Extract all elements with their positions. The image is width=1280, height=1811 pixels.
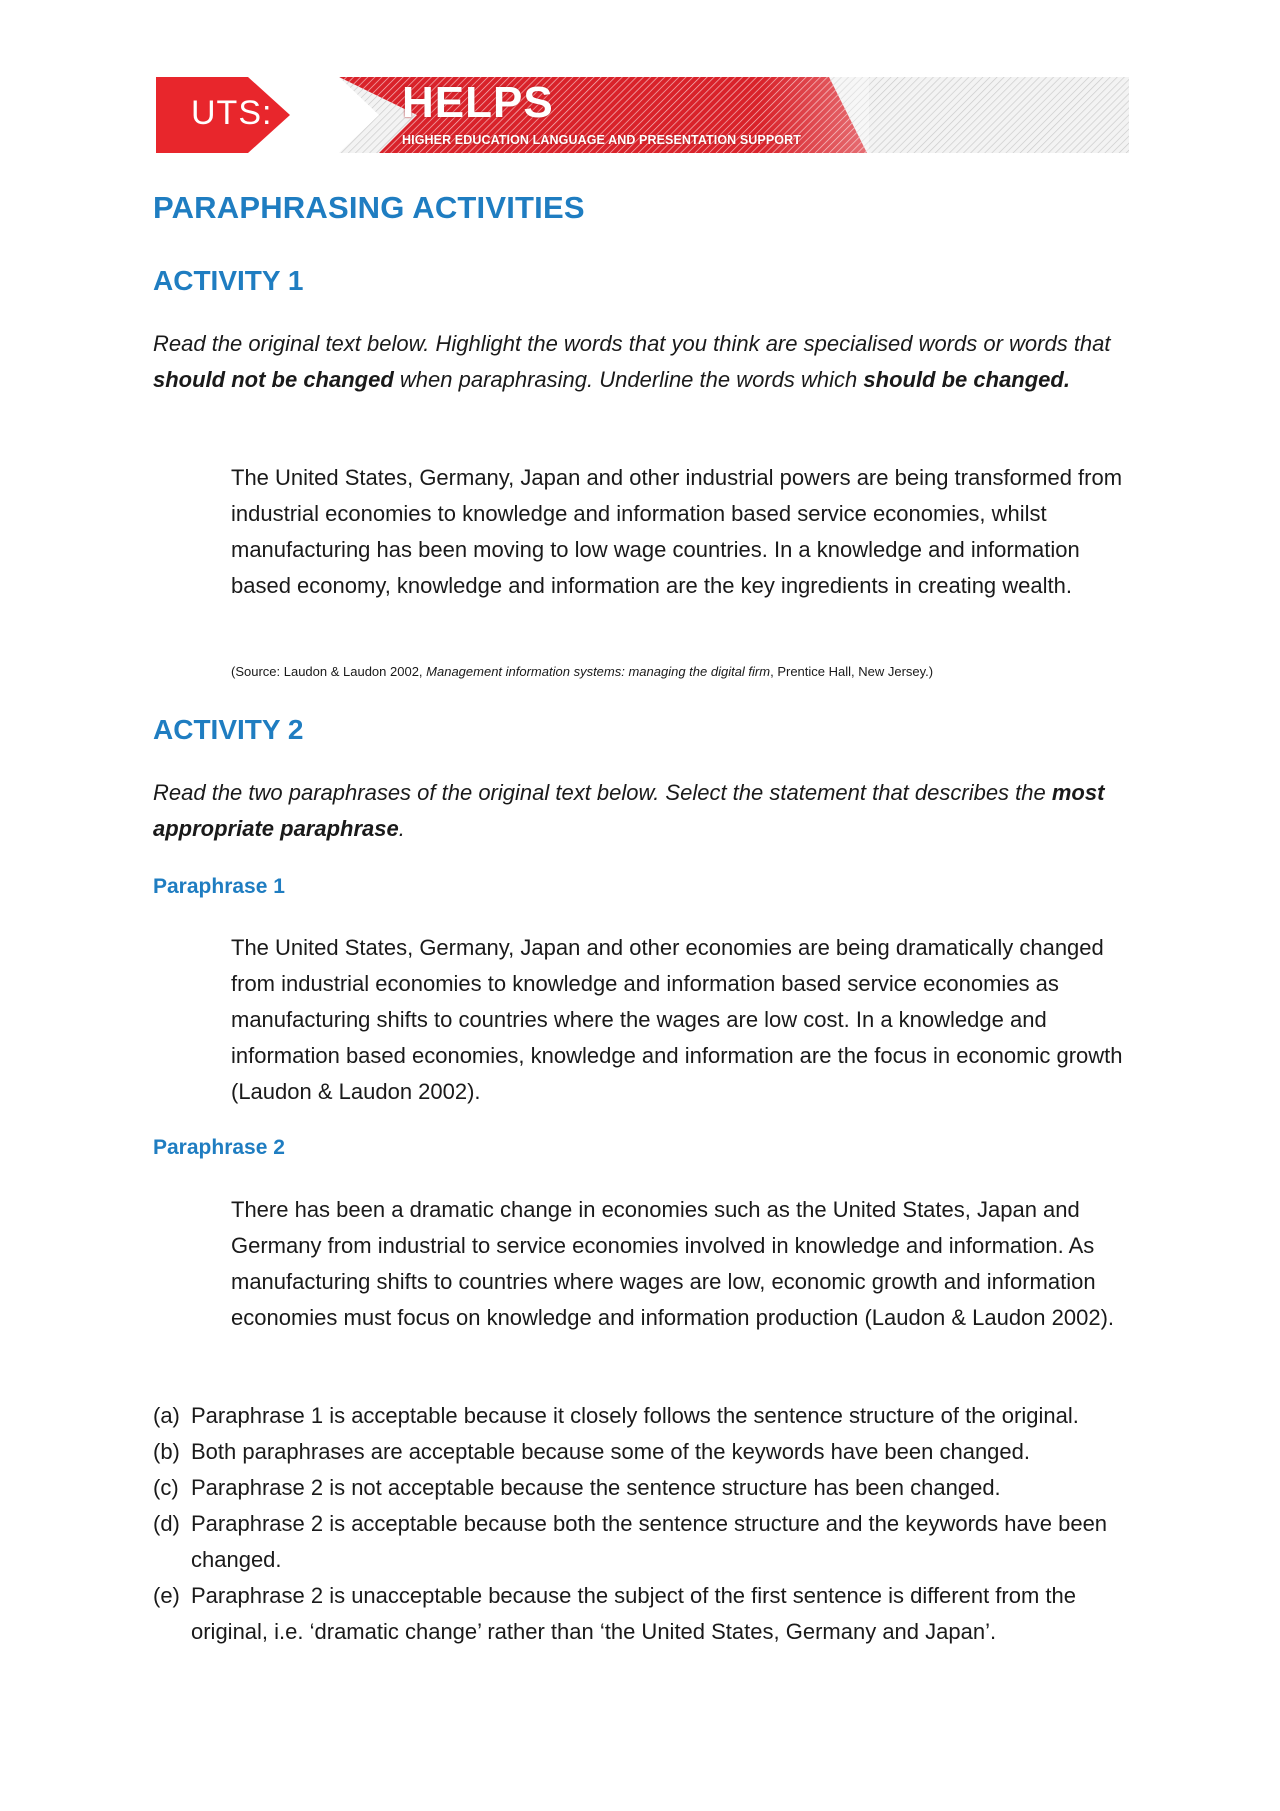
paraphrase1-heading: Paraphrase 1 xyxy=(153,875,285,898)
option-text: Paraphrase 2 is acceptable because both the sentence structure and the keywords have been changed. xyxy=(191,1511,1108,1572)
instruction-emphasis: should not be changed xyxy=(153,367,394,392)
page-title: PARAPHRASING ACTIVITIES xyxy=(153,190,585,225)
answer-option-d[interactable] xyxy=(153,1506,1143,1578)
answer-options-list xyxy=(153,1398,1143,1650)
source-suffix: , Prentice Hall, New Jersey.) xyxy=(770,664,934,679)
paraphrase2-text: There has been a dramatic change in economies such as the United States, Japan and Germany from industrial to service economies involved in knowledge and information. As manufacturing shifts to countries where wages are low, economic growth and information economies must focus on knowledge and information production (Laudon & Laudon 2002). xyxy=(231,1197,1115,1330)
option-text: Paraphrase 2 is not acceptable because the sentence structure has been changed. xyxy=(191,1475,1001,1500)
instruction-text: . xyxy=(398,816,405,841)
header-banner xyxy=(156,77,1129,153)
answer-option-e[interactable] xyxy=(153,1578,1143,1650)
source-prefix: (Source: Laudon & Laudon 2002, xyxy=(231,664,427,679)
paraphrase2-heading: Paraphrase 2 xyxy=(153,1136,285,1159)
option-text: Paraphrase 2 is unacceptable because the subject of the first sentence is different from the original, i.e. ‘dramatic change’ rather than ‘the United States, Germany and Japan’. xyxy=(191,1583,1077,1644)
uts-logo: UTS: xyxy=(191,94,273,132)
option-label: (a) xyxy=(153,1403,180,1428)
activity1-heading: ACTIVITY 1 xyxy=(153,265,304,296)
option-text: Paraphrase 1 is acceptable because it closely follows the sentence structure of the original. xyxy=(191,1403,1079,1428)
instruction-emphasis: most appropriate paraphrase xyxy=(153,780,1105,841)
source-citation xyxy=(231,663,933,681)
instruction-emphasis: should be changed. xyxy=(863,367,1070,392)
paraphrase1-text: The United States, Germany, Japan and other economies are being dramatically changed from industrial economies to knowledge and information based service economies as manufacturing shifts to countries where the wages are low cost. In a knowledge and information based economies, knowledge and information are the focus in economic growth (Laudon & Laudon 2002). xyxy=(231,935,1123,1104)
answer-option-a[interactable] xyxy=(153,1398,1143,1434)
answer-option-c[interactable] xyxy=(153,1470,1143,1506)
instruction-text: Read the original text below. Highlight the words that you think are specialised words or words that xyxy=(153,331,1111,356)
answer-option-b[interactable] xyxy=(153,1434,1143,1470)
activity2-instruction xyxy=(153,775,1133,847)
option-label: (c) xyxy=(153,1475,179,1500)
helps-subtitle: HIGHER EDUCATION LANGUAGE AND PRESENTATION SUPPORT xyxy=(402,133,801,147)
helps-title: HELPS xyxy=(402,78,554,127)
instruction-text: when paraphrasing. Underline the words which xyxy=(393,367,864,392)
activity1-instruction xyxy=(153,326,1133,398)
instruction-text: Read the two paraphrases of the original text below. Select the statement that describes the xyxy=(153,780,1052,805)
original-text: The United States, Germany, Japan and other industrial powers are being transformed from industrial economies to knowledge and information based service economies, whilst manufacturing has been moving to low wage countries. In a knowledge and information based economy, knowledge and information are the key ingredients in creating wealth. xyxy=(231,465,1123,598)
option-label: (b) xyxy=(153,1439,180,1464)
activity2-heading: ACTIVITY 2 xyxy=(153,714,304,745)
source-title: Management information systems: managing the digital firm xyxy=(426,664,771,679)
option-label: (e) xyxy=(153,1583,180,1608)
option-text: Both paraphrases are acceptable because some of the keywords have been changed. xyxy=(191,1439,1030,1464)
option-label: (d) xyxy=(153,1511,180,1536)
